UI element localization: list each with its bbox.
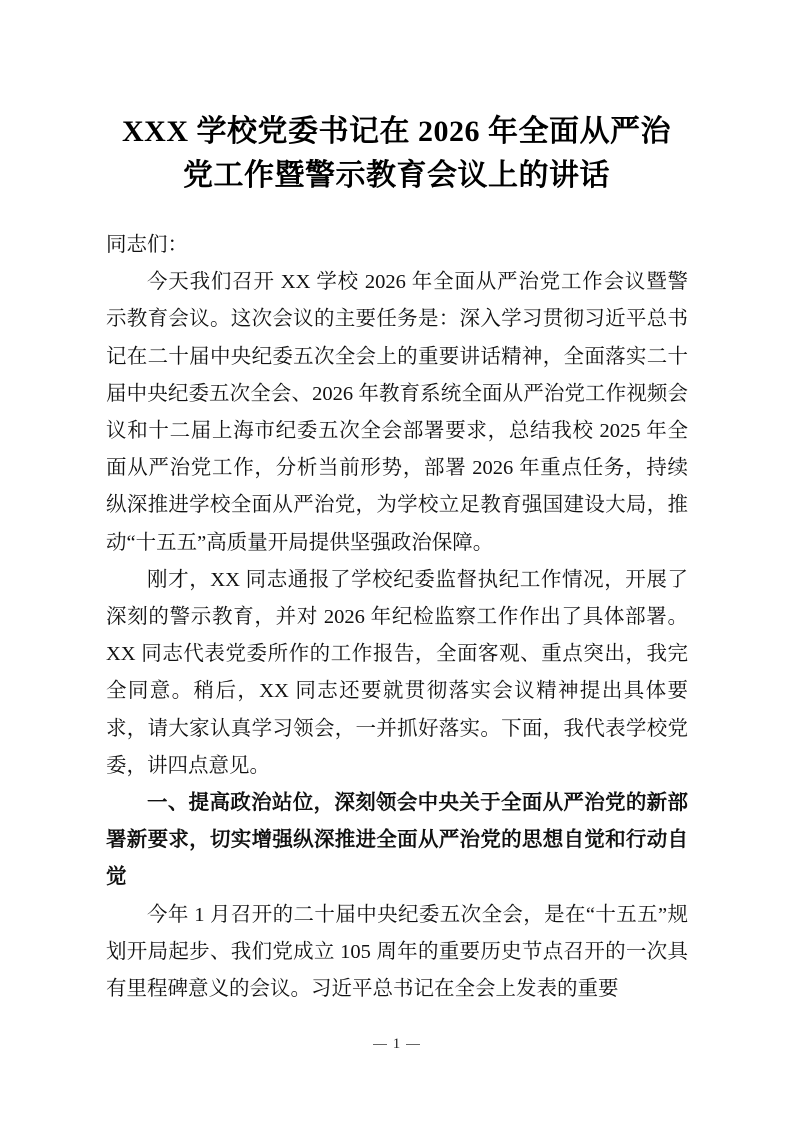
- page-footer: [0, 1036, 793, 1053]
- dash-right: [406, 1044, 420, 1045]
- greeting: 同志们：: [106, 234, 188, 256]
- dash-left: [373, 1044, 387, 1045]
- document-body: [106, 227, 688, 1008]
- section-heading-1: 一、提高政治站位，深刻领会中央关于全面从严治党的新部署新要求，切实增强纵深推进全面从严治党的思想自觉和行动自觉: [106, 792, 688, 889]
- document-title: [90, 110, 703, 198]
- paragraph-opening: 今天我们召开 XX 学校 2026 年全面从严治党工作会议暨警示教育会议。这次会议的主要任务是：深入学习贯彻习近平总书记在二十届中央纪委五次全会上的重要讲话精神，全面落实二十届中央纪委五次全会、2026 年教育系统全面从严治党工作视频会议和十二届上海市纪委五次全会部署要求，总结我校 2025 年全面从严治党工作，分析当前形势，部署 2026 年重点任务，持续纵深推进学校全面从严治党，为学校立足教育强国建设大局，推动“十五五”高质量开局提供坚强政治保障。: [106, 271, 688, 554]
- paragraph-report: 刚才，XX 同志通报了学校纪委监督执纪工作情况，开展了深刻的警示教育，并对 2026 年纪检监察工作作出了具体部署。XX 同志代表党委所作的工作报告，全面客观、重点突出，我完全同意。稍后，XX 同志还要就贯彻落实会议精神提出具体要求，请大家认真学习领会，一并抓好落实。下面，我代表学校党委，讲四点意见。: [106, 568, 688, 777]
- page-number: 1: [392, 1036, 401, 1052]
- title-line-2: 党工作暨警示教育会议上的讲话: [183, 159, 610, 192]
- title-line-1: XXX 学校党委书记在 2026 年全面从严治: [122, 115, 671, 148]
- section-paragraph-1: 今年 1 月召开的二十届中央纪委五次全会，是在“十五五”规划开局起步、我们党成立 105 周年的重要历史节点召开的一次具有里程碑意义的会议。习近平总书记在全会上发表的重要: [106, 903, 688, 1001]
